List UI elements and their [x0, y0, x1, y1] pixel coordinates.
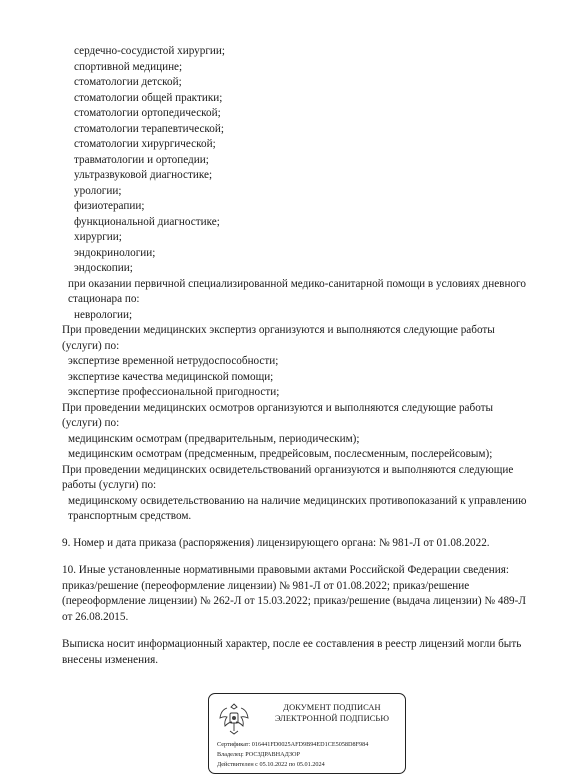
list-item: экспертизе временной нетрудоспособности;	[68, 355, 279, 367]
section-10-line: (переоформление лицензии) № 262-Л от 15.03.2022; приказ/решение (выдача лицензии) № 489-Л	[62, 595, 526, 607]
list-item: ультразвуковой диагностике;	[74, 169, 213, 181]
list-item: функциональной диагностике;	[74, 215, 220, 228]
list-item: травматологии и ортопедии;	[74, 153, 209, 166]
list-item: урологии;	[74, 184, 122, 197]
section-10: 10. Иные установленные нормативными правовыми актами Российской Федерации сведения:	[62, 564, 509, 576]
list-item: стоматологии общей практики;	[74, 91, 223, 104]
exams-intro: При проведении медицинских осмотров организуются и выполняются следующие работы	[62, 401, 494, 414]
list-item: стоматологии ортопедической;	[74, 107, 221, 119]
primary-care-intro: при оказании первичной специализированной медико-санитарной помощи в условиях дневного	[68, 277, 526, 290]
stamp-title: ДОКУМЕНТ ПОДПИСАН ЭЛЕКТРОННОЙ ПОДПИСЬЮ	[274, 703, 390, 723]
signature-stamp	[208, 693, 406, 774]
primary-care-intro-cont: стационара по:	[68, 293, 140, 305]
section-10-line: от 26.08.2015.	[62, 610, 129, 623]
list-item: стоматологии детской;	[74, 76, 182, 88]
list-item: экспертизе качества медицинской помощи;	[68, 370, 274, 383]
disclaimer: Выписка носит информационный характер, после ее составления в реестр лицензий могли быть	[62, 638, 522, 650]
expertise-intro-cont: (услуги) по:	[62, 339, 120, 352]
list-item: эндоскопии;	[74, 262, 133, 274]
disclaimer-cont: внесены изменения.	[62, 653, 159, 666]
exams-intro-cont: (услуги) по:	[62, 417, 120, 429]
list-item: экспертизе профессиональной пригодности;	[68, 386, 280, 398]
list-item: спортивной медицине;	[74, 60, 183, 73]
list-item: транспортным средством.	[68, 510, 192, 522]
list-item: медицинским осмотрам (предварительным, периодическим);	[68, 432, 360, 445]
expertise-intro: При проведении медицинских экспертиз организуются и выполняются следующие работы	[62, 324, 495, 336]
list-item: медицинскому освидетельствованию на наличие медицинских противопоказаний к управлению	[68, 494, 527, 507]
list-item: эндокринологии;	[74, 246, 156, 259]
coat-of-arms-icon	[217, 700, 251, 736]
list-item: стоматологии терапевтической;	[74, 122, 224, 135]
section-10-line: приказ/решение (переоформление лицензии) № 981-Л от 01.08.2022; приказ/решение	[62, 579, 470, 592]
cert-intro: При проведении медицинских освидетельствований организуются и выполняются следующие	[62, 463, 514, 476]
certificate-number: Сертификат: 016441FD0025AFD9B94ED1CE5058D8F984	[217, 741, 369, 748]
certificate-validity: Действителен с 05.10.2022 по 05.01.2024	[217, 761, 325, 768]
list-item: медицинским осмотрам (предсменным, предрейсовым, послесменным, послерейсовым);	[68, 448, 493, 460]
list-item: сердечно-сосудистой хирургии;	[74, 45, 226, 57]
section-9: 9. Номер и дата приказа (распоряжения) лицензирующего органа: № 981-Л от 01.08.2022.	[62, 537, 490, 549]
certificate-owner: Владелец: РОСЗДРАВНАДЗОР	[217, 751, 300, 758]
list-item: хирургии;	[74, 231, 122, 243]
list-item: неврологии;	[74, 308, 133, 321]
list-item: физиотерапии;	[74, 200, 145, 212]
cert-intro-cont: работы (услуги) по:	[62, 479, 157, 491]
list-item: стоматологии хирургической;	[74, 138, 216, 150]
